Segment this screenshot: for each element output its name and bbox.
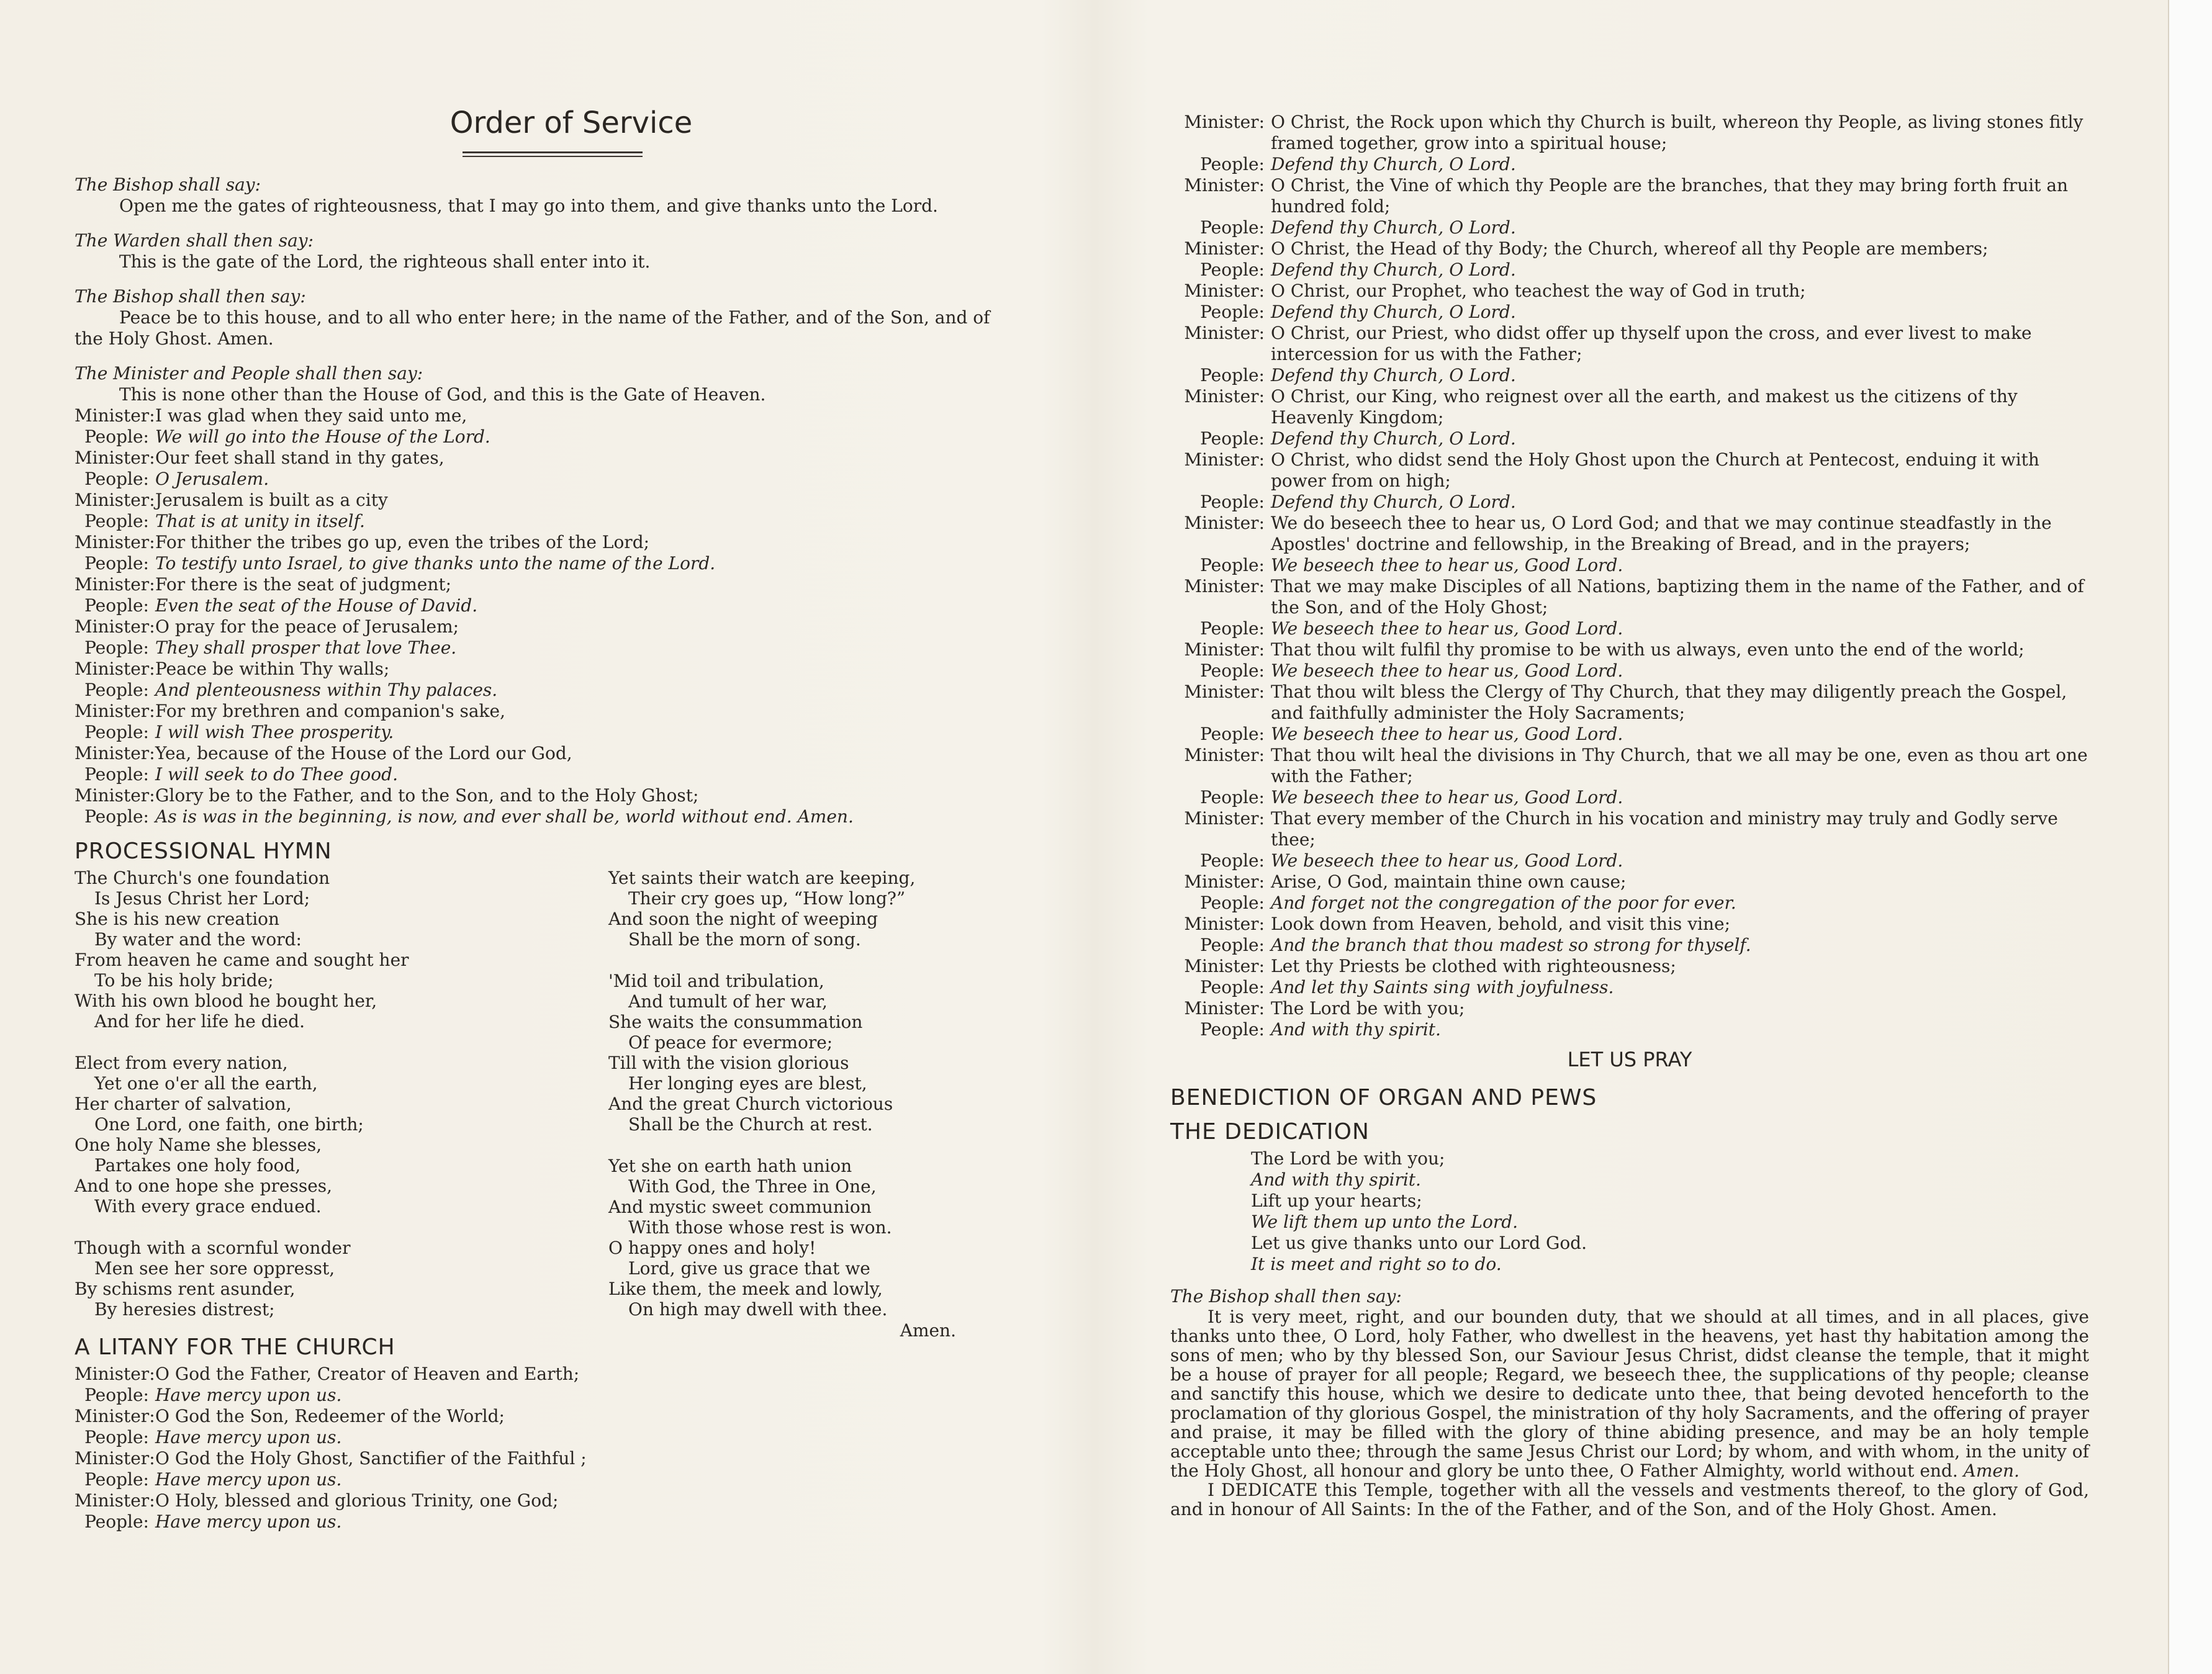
hymn-line: Yet saints their watch are keeping, (608, 868, 916, 888)
speaker-label: People: (1200, 259, 1265, 280)
minister-line: That thou wilt heal the divisions in Thy Church, that we all may be one, even as thou art one with the Father; (1271, 745, 2088, 786)
speaker-label: People: (84, 680, 149, 700)
speaker-label: Minister: (1184, 639, 1265, 660)
response-line (74, 1364, 993, 1385)
response-line (1170, 660, 2089, 682)
speaker-label: People: (1200, 428, 1265, 449)
minister-line: I was glad when they said unto me, (155, 405, 467, 426)
speaker-label: Minister: (1184, 238, 1265, 259)
minister-line: O Christ, the Head of thy Body; the Church, whereof all thy People are members; (1271, 238, 1989, 259)
speaker-label: People: (84, 637, 149, 658)
dedication-heading: THE DEDICATION (1170, 1119, 1370, 1145)
response-line (1170, 323, 2089, 365)
response-line (74, 405, 993, 426)
hymn-line: 'Mid toil and tribulation, (608, 971, 824, 991)
minister-line: Arise, O God, maintain thine own cause; (1271, 871, 1627, 892)
response-line (74, 659, 993, 680)
response-line (74, 490, 993, 511)
speaker-label: Minister: (74, 616, 155, 637)
speaker-label: Minister: (1184, 871, 1265, 892)
response-line (1170, 914, 2089, 935)
speaker-label: People: (1200, 618, 1265, 639)
response-line (74, 1469, 993, 1490)
hymn-line: Till with the vision glorious (608, 1053, 849, 1073)
hymn-stanza (74, 1238, 608, 1320)
page-title: Order of Service (449, 106, 693, 140)
response-line (74, 701, 993, 722)
hymn-line: And mystic sweet communion (608, 1197, 872, 1217)
dedication-prayer-block (1170, 1307, 2089, 1519)
hymn-line: By heresies distrest; (94, 1299, 275, 1320)
response-line (1170, 639, 2089, 660)
speaker-label: People: (1200, 724, 1265, 744)
rubric: The Minister and People shall then say: (74, 363, 423, 384)
speaker-label: Minister: (74, 701, 155, 721)
response-line (1170, 808, 2089, 850)
response-line (74, 553, 993, 574)
speaker-label: Minister: (74, 574, 155, 595)
people-response: Defend thy Church, O Lord. (1271, 428, 1516, 449)
hymn-column-2 (608, 868, 962, 1341)
people-response: That is at unity in itself. (155, 511, 365, 531)
processional-hymn-heading: PROCESSIONAL HYMN (74, 839, 332, 864)
minister-line: That thou wilt fulfil thy promise to be with us always, even unto the end of the world; (1271, 639, 2025, 660)
minister-line: For thither the tribes go up, even the tribes of the Lord; (155, 532, 650, 552)
hymn-line: Men see her sore oppresst, (94, 1258, 335, 1279)
psalm-responses (74, 405, 993, 827)
speaker-label: People: (1200, 555, 1265, 575)
minister-line: That thou wilt bless the Clergy of Thy Church, that they may diligently preach the Gospel, and faithfully administer the Holy Sacraments; (1271, 682, 2067, 723)
versicle-response: It is meet and right so to do. (1251, 1254, 1502, 1274)
speaker-label: People: (1200, 935, 1265, 955)
speaker-label: Minister: (1184, 998, 1265, 1019)
speaker-label: People: (84, 1469, 149, 1490)
title-rule (463, 151, 643, 157)
speaker-label: Minister: (74, 1448, 155, 1469)
minister-line: O Holy, blessed and glorious Trinity, one God; (155, 1490, 559, 1511)
response-line (1170, 238, 2089, 259)
minister-line: We do beseech thee to hear us, O Lord God; and that we may continue steadfastly in the Apostles' doctrine and fellowship, in the Breaking of Bread, and in the prayers; (1271, 513, 2052, 554)
rubric: The Bishop shall say: (74, 174, 261, 195)
hymn-line: Partakes one holy food, (94, 1155, 301, 1176)
response-line (1170, 555, 2089, 576)
hymn-line: Her longing eyes are blest, (628, 1073, 867, 1094)
minister-line: Glory be to the Father, and to the Son, and to the Holy Ghost; (155, 785, 699, 806)
response-line (1170, 365, 2089, 386)
rubric-text: This is the gate of the Lord, the righteous shall enter into it. (119, 251, 651, 272)
opening-sentences (74, 174, 993, 405)
speaker-label: People: (1200, 1019, 1265, 1040)
hymn-line: Though with a scornful wonder (74, 1238, 351, 1258)
speaker-label: People: (1200, 787, 1265, 808)
response-line (74, 1427, 993, 1448)
speaker-label: Minister: (1184, 323, 1265, 343)
speaker-label: People: (84, 426, 149, 447)
response-line (1170, 281, 2089, 302)
speaker-label: Minister: (74, 1406, 155, 1426)
response-line (74, 511, 993, 532)
speaker-label: Minister: (74, 405, 155, 426)
hymn-stanza (608, 868, 962, 950)
response-line (74, 764, 993, 785)
hymn-line: From heaven he came and sought her (74, 950, 409, 970)
speaker-label: People: (1200, 302, 1265, 322)
people-response: Defend thy Church, O Lord. (1271, 217, 1516, 238)
hymn-line: Of peace for evermore; (628, 1032, 833, 1053)
dedication-formula: I DEDICATE this Temple, together with all the vessels and vestments thereof, to the glory of God, and in honour of All Saints: In the of the Father, and of the Son, and of the Holy Ghost. Amen. (1170, 1480, 2089, 1519)
response-line (1170, 513, 2089, 555)
hymn-stanza (608, 1156, 962, 1320)
left-page (74, 106, 993, 1532)
speaker-label: Minister: (1184, 513, 1265, 533)
people-response: Have mercy upon us. (155, 1385, 342, 1405)
people-response: They shall prosper that love Thee. (155, 637, 457, 658)
response-line (74, 448, 993, 469)
response-line (1170, 259, 2089, 281)
hymn-line: She waits the consummation (608, 1012, 863, 1032)
speaker-label: People: (84, 511, 149, 531)
people-response: Defend thy Church, O Lord. (1271, 365, 1516, 385)
speaker-label: Minister: (1184, 386, 1265, 407)
response-line (1170, 956, 2089, 977)
people-response: Defend thy Church, O Lord. (1271, 154, 1516, 174)
hymn-line: And tumult of her war, (628, 991, 828, 1012)
people-response: To testify unto Israel, to give thanks unto the name of the Lord. (155, 553, 716, 574)
response-line (74, 532, 993, 553)
minister-line: For my brethren and companion's sake, (155, 701, 505, 721)
response-line (74, 1511, 993, 1532)
response-line (1170, 745, 2089, 787)
speaker-label: Minister: (1184, 745, 1265, 765)
minister-line: O Christ, the Vine of which thy People are the branches, that they may bring forth fruit an hundred fold; (1271, 175, 2069, 217)
response-line (74, 1406, 993, 1427)
versicle-line: Let us give thanks unto our Lord God. (1251, 1233, 1587, 1253)
response-line (74, 426, 993, 448)
response-line (74, 469, 993, 490)
response-line (74, 785, 993, 806)
minister-line: Peace be within Thy walls; (155, 659, 390, 679)
speaker-label: Minister: (1184, 808, 1265, 829)
response-line (1170, 893, 2089, 914)
speaker-label: People: (84, 722, 149, 742)
hymn-line: Like them, the meek and lowly, (608, 1279, 883, 1299)
speaker-label: People: (1200, 660, 1265, 681)
people-response: Defend thy Church, O Lord. (1271, 259, 1516, 280)
people-response: Have mercy upon us. (155, 1511, 342, 1532)
response-line (74, 1448, 993, 1469)
minister-line: Yea, because of the House of the Lord our God, (155, 743, 572, 763)
people-response: And forget not the congregation of the poor for ever. (1271, 893, 1736, 913)
hymn-line: One holy Name she blesses, (74, 1135, 322, 1155)
minister-line: O God the Holy Ghost, Sanctifier of the Faithful ; (155, 1448, 587, 1469)
versicle-line: The Lord be with you; (1251, 1148, 1445, 1169)
bishop-rubric: The Bishop shall then say: (1170, 1286, 1402, 1307)
people-response: We beseech thee to hear us, Good Lord. (1271, 618, 1623, 639)
speaker-label: Minister: (1184, 175, 1265, 196)
hymn-line: Is Jesus Christ her Lord; (94, 888, 310, 909)
litany-right (1170, 112, 2089, 1040)
scan-edge (2168, 0, 2212, 1674)
response-line (74, 743, 993, 764)
speaker-label: People: (1200, 893, 1265, 913)
speaker-label: People: (1200, 365, 1265, 385)
speaker-label: People: (84, 806, 149, 827)
minister-line: Look down from Heaven, behold, and visit this vine; (1271, 914, 1731, 934)
speaker-label: People: (84, 595, 149, 616)
minister-line: O Christ, our King, who reignest over all the earth, and makest us the citizens of thy Heavenly Kingdom; (1271, 386, 2018, 428)
hymn-line: With God, the Three in One, (628, 1176, 877, 1197)
hymn-line: Yet she on earth hath union (608, 1156, 852, 1176)
rubric: The Bishop shall then say: (74, 286, 306, 307)
minister-line: The Lord be with you; (1271, 998, 1465, 1019)
speaker-label: Minister: (1184, 914, 1265, 934)
speaker-label: Minister: (74, 532, 155, 552)
response-line (1170, 998, 2089, 1019)
hymn-line: She is his new creation (74, 909, 280, 929)
speaker-label: Minister: (74, 659, 155, 679)
speaker-label: People: (84, 764, 149, 785)
speaker-label: Minister: (1184, 281, 1265, 301)
response-line (74, 722, 993, 743)
speaker-label: Minister: (74, 448, 155, 468)
minister-line: O Christ, our Prophet, who teachest the way of God in truth; (1271, 281, 1806, 301)
dedication-versicles (1170, 1148, 2089, 1275)
people-response: We beseech thee to hear us, Good Lord. (1271, 660, 1623, 681)
minister-line: O God the Son, Redeemer of the World; (155, 1406, 505, 1426)
response-line (74, 595, 993, 616)
hymn-stanza (608, 971, 962, 1135)
hymn-line: By schisms rent asunder, (74, 1279, 296, 1299)
minister-line: That we may make Disciples of all Nations, baptizing them in the name of the Father, and of the Son, and of the Holy Ghost; (1271, 576, 2084, 618)
speaker-label: People: (1200, 977, 1265, 997)
speaker-label: People: (84, 1427, 149, 1447)
versicle-response: And with thy spirit. (1251, 1169, 1421, 1190)
hymn-line: With those whose rest is won. (628, 1217, 892, 1238)
people-response: And let thy Saints sing with joyfulness. (1271, 977, 1614, 997)
benediction-heading: BENEDICTION OF ORGAN AND PEWS (1170, 1085, 1597, 1110)
people-response: Defend thy Church, O Lord. (1271, 492, 1516, 512)
response-line (1170, 618, 2089, 639)
response-line (74, 574, 993, 595)
versicle-response: We lift them up unto the Lord. (1251, 1212, 1519, 1232)
hymn-line: Her charter of salvation, (74, 1094, 292, 1114)
hymn-line: On high may dwell with thee. (628, 1299, 888, 1320)
people-response: I will wish Thee prosperity. (155, 722, 394, 742)
speaker-label: People: (84, 1511, 149, 1532)
response-line (74, 680, 993, 701)
hymn-line: To be his holy bride; (94, 970, 274, 991)
hymn-line: And the great Church victorious (608, 1094, 893, 1114)
response-line (1170, 492, 2089, 513)
speaker-label: People: (1200, 217, 1265, 238)
response-line (1170, 428, 2089, 449)
people-response: I will seek to do Thee good. (155, 764, 398, 785)
people-response: We beseech thee to hear us, Good Lord. (1271, 787, 1623, 808)
minister-line: O Christ, the Rock upon which thy Church is built, whereon thy People, as living stones fitly framed together, grow into a spiritual house; (1271, 112, 2083, 153)
response-line (1170, 682, 2089, 724)
response-line (1170, 977, 2089, 998)
dedication-prayer: It is very meet, right, and our bounden duty, that we should at all times, and in all places, give thanks unto thee, O Lord, holy Father, who dwellest in the heavens, yet hast thy habitation among the sons of men; who by thy blessed Son, our Saviour Jesus Christ, didst cleanse the temple, that it might be a house of prayer for all people; Regard, we beseech thee, the supplications of thy people; cleanse and sanctify this house, which we desire to dedicate unto thee, that being devoted henceforth to the proclamation of thy glorious Gospel, the ministration of thy holy Sacraments, and the offering of prayer and praise, it may be filled with the glory of thine abiding presence, and may be an holy temple acceptable unto thee; through the same Jesus Christ our Lord; by whom, and with whom, in the unity of the Holy Ghost, all honour and glory be unto thee, O Father Almighty, world without end. (1170, 1307, 2089, 1481)
people-response: Have mercy upon us. (155, 1469, 342, 1490)
response-line (1170, 850, 2089, 871)
speaker-label: People: (1200, 154, 1265, 174)
response-line (1170, 154, 2089, 175)
speaker-label: People: (84, 1385, 149, 1405)
speaker-label: Minister: (1184, 682, 1265, 702)
minister-line: Jerusalem is built as a city (155, 490, 388, 510)
people-response: And with thy spirit. (1271, 1019, 1441, 1040)
speaker-label: Minister: (1184, 576, 1265, 596)
response-line (1170, 576, 2089, 618)
response-line (74, 806, 993, 827)
rubric: The Warden shall then say: (74, 230, 314, 251)
hymn-stanza (74, 868, 608, 1032)
hymn-line: And soon the night of weeping (608, 909, 878, 929)
people-response: We beseech thee to hear us, Good Lord. (1271, 555, 1623, 575)
response-line (1170, 112, 2089, 154)
people-response: Even the seat of the House of David. (155, 595, 478, 616)
response-line (74, 1490, 993, 1511)
hymn-line: Shall be the morn of song. (628, 929, 861, 950)
right-page (1170, 112, 2089, 1519)
hymn-line: With his own blood he bought her, (74, 991, 377, 1011)
minister-line: O God the Father, Creator of Heaven and Earth; (155, 1364, 580, 1384)
litany-left (74, 1364, 993, 1532)
minister-line: O pray for the peace of Jerusalem; (155, 616, 459, 637)
response-line (1170, 302, 2089, 323)
processional-hymn (74, 868, 993, 1341)
minister-line: O Christ, who didst send the Holy Ghost upon the Church at Pentecost, enduing it with power from on high; (1271, 449, 2039, 491)
minister-line: For there is the seat of judgment; (155, 574, 452, 595)
people-response: We beseech thee to hear us, Good Lord. (1271, 850, 1623, 871)
people-response: And plenteousness within Thy palaces. (155, 680, 498, 700)
rubric-text: Peace be to this house, and to all who enter here; in the name of the Father, and of the Son, and of the Holy Ghost. Amen. (74, 307, 990, 349)
people-response: Defend thy Church, O Lord. (1271, 302, 1516, 322)
response-line (1170, 386, 2089, 428)
people-response: O Jerusalem. (155, 469, 269, 489)
minister-line: Let thy Priests be clothed with righteousness; (1271, 956, 1676, 976)
hymn-line: And for her life he died. (94, 1011, 305, 1032)
response-line (1170, 175, 2089, 217)
speaker-label: Minister: (1184, 956, 1265, 976)
speaker-label: People: (1200, 850, 1265, 871)
hymn-column-1 (74, 868, 608, 1341)
response-line (1170, 449, 2089, 492)
people-response: Have mercy upon us. (155, 1427, 342, 1447)
hymn-line: The Church's one foundation (74, 868, 330, 888)
hymn-line: Their cry goes up, “How long?” (628, 888, 906, 909)
speaker-label: People: (84, 553, 149, 574)
hymn-line: By water and the word: (94, 929, 302, 950)
response-line (74, 1385, 993, 1406)
rubric-text: This is none other than the House of God, and this is the Gate of Heaven. (119, 384, 766, 405)
hymn-line: Shall be the Church at rest. (628, 1114, 873, 1135)
rubric-text: Open me the gates of righteousness, that I may go into them, and give thanks unto the Lord. (119, 196, 938, 216)
speaker-label: Minister: (74, 490, 155, 510)
response-line (74, 616, 993, 637)
people-response: As is was in the beginning, is now, and ever shall be, world without end. Amen. (155, 806, 854, 827)
speaker-label: Minister: (1184, 112, 1265, 132)
hymn-line: One Lord, one faith, one birth; (94, 1114, 364, 1135)
speaker-label: Minister: (1184, 449, 1265, 470)
speaker-label: Minister: (74, 743, 155, 763)
hymn-line: And to one hope she presses, (74, 1176, 333, 1196)
hymn-line: Yet one o'er all the earth, (94, 1073, 318, 1094)
response-line (1170, 1019, 2089, 1040)
speaker-label: People: (1200, 492, 1265, 512)
hymn-line: O happy ones and holy! (608, 1238, 816, 1258)
minister-line: That every member of the Church in his vocation and ministry may truly and Godly serve thee; (1271, 808, 2058, 850)
speaker-label: Minister: (74, 1490, 155, 1511)
response-line (74, 637, 993, 659)
speaker-label: Minister: (74, 785, 155, 806)
versicle-line: Lift up your hearts; (1251, 1190, 1422, 1211)
response-line (1170, 935, 2089, 956)
minister-line: Our feet shall stand in thy gates, (155, 448, 445, 468)
people-response: And the branch that thou madest so strong for thyself. (1271, 935, 1751, 955)
response-line (1170, 724, 2089, 745)
minister-line: O Christ, our Priest, who didst offer up thyself upon the cross, and ever livest to make intercession for us with the Father; (1271, 323, 2032, 364)
speaker-label: Minister: (74, 1364, 155, 1384)
response-line (1170, 217, 2089, 238)
response-line (1170, 787, 2089, 808)
hymn-line: Lord, give us grace that we (628, 1258, 870, 1279)
hymn-amen: Amen. (900, 1320, 956, 1341)
people-response: We beseech thee to hear us, Good Lord. (1271, 724, 1623, 744)
hymn-stanza (74, 1053, 608, 1217)
hymn-line: With every grace endued. (94, 1196, 322, 1217)
let-us-pray: LET US PRAY (1567, 1048, 1692, 1071)
prayer-amen: Amen. (1963, 1460, 2020, 1481)
people-response: We will go into the House of the Lord. (155, 426, 490, 447)
hymn-line: Elect from every nation, (74, 1053, 288, 1073)
speaker-label: People: (84, 469, 149, 489)
litany-heading: A LITANY FOR THE CHURCH (74, 1334, 395, 1360)
response-line (1170, 871, 2089, 893)
